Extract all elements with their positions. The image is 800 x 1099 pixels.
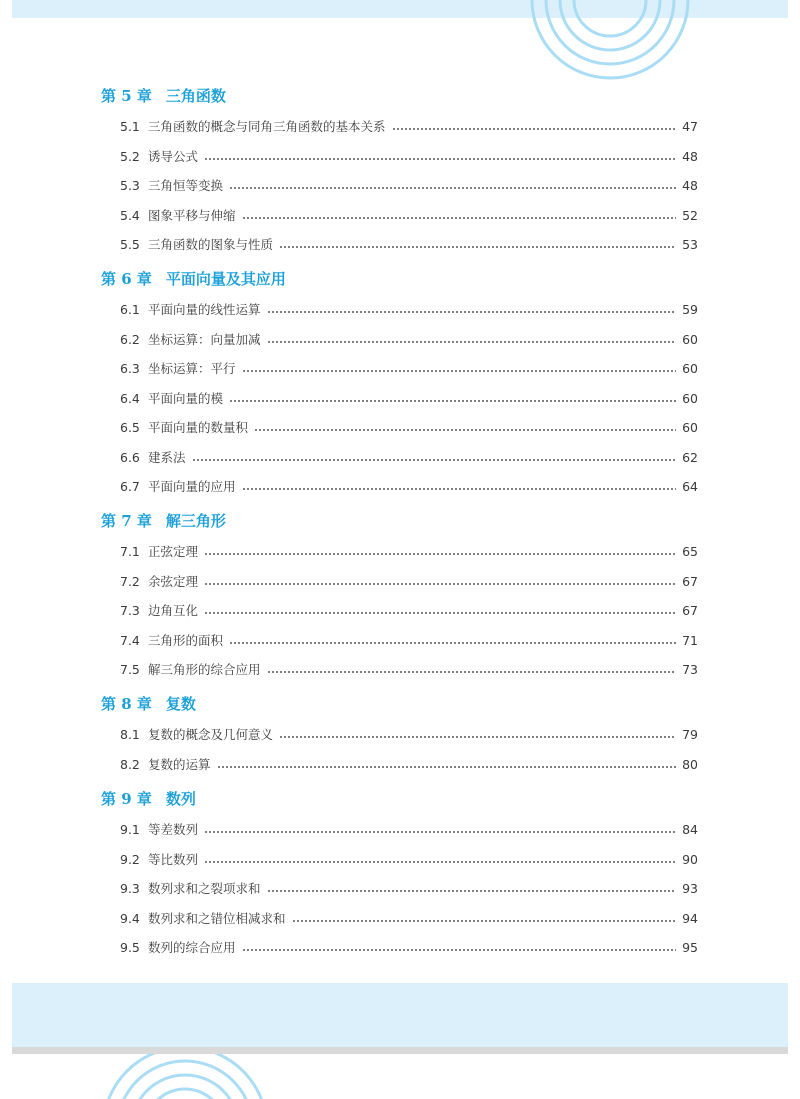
page-number: 60 <box>682 420 698 435</box>
section-title: 边角互化 <box>148 603 199 618</box>
page-number: 60 <box>682 331 698 347</box>
toc-entry[interactable] <box>120 117 698 137</box>
section-number: 5.3 <box>120 178 140 193</box>
dot-leader <box>242 949 677 951</box>
section-number: 7.2 <box>120 573 140 589</box>
toc-entry[interactable] <box>120 389 698 409</box>
section-title: 等比数列 <box>148 851 199 867</box>
page-number: 62 <box>682 449 698 465</box>
page-number: 64 <box>682 479 698 494</box>
dot-leader <box>229 642 676 644</box>
dot-leader <box>242 217 677 219</box>
section-title: 余弦定理 <box>148 573 199 589</box>
toc-entry[interactable] <box>120 850 698 870</box>
dot-leader <box>204 158 676 160</box>
section-title: 三角形的面积 <box>148 632 224 648</box>
chapter-number: 第 7 章 <box>101 512 152 530</box>
chapter-title: 平面向量及其应用 <box>165 270 286 288</box>
dot-leader <box>204 583 676 585</box>
section-number: 7.1 <box>120 544 140 559</box>
section-title: 三角恒等变换 <box>148 178 224 193</box>
section-number: 9.1 <box>120 822 140 837</box>
section-number: 6.3 <box>120 361 140 376</box>
dot-leader <box>204 831 676 833</box>
page-number: 52 <box>682 207 698 223</box>
toc-entry[interactable] <box>120 448 698 468</box>
toc-entry[interactable] <box>120 572 698 592</box>
chapter-heading[interactable] <box>101 511 226 531</box>
page-number: 90 <box>682 851 698 867</box>
dot-leader <box>242 370 677 372</box>
dot-leader <box>279 246 676 248</box>
toc-entry[interactable] <box>120 601 698 621</box>
toc-entry[interactable] <box>120 938 698 958</box>
section-title: 平面向量的数量积 <box>148 420 249 435</box>
section-number: 6.7 <box>120 479 140 494</box>
toc-entry[interactable] <box>120 176 698 196</box>
section-number: 9.3 <box>120 881 140 896</box>
section-number: 7.3 <box>120 603 140 618</box>
dot-leader <box>204 553 676 555</box>
dot-leader <box>267 311 677 313</box>
page-number: 48 <box>682 178 698 193</box>
section-number: 9.5 <box>120 940 140 955</box>
section-number: 9.4 <box>120 910 140 926</box>
section-number: 9.2 <box>120 851 140 867</box>
toc-entry[interactable] <box>120 542 698 562</box>
dot-leader <box>254 429 676 431</box>
section-title: 坐标运算：向量加减 <box>148 331 261 347</box>
section-title: 诱导公式 <box>148 148 199 164</box>
page-number: 71 <box>682 632 698 648</box>
page-number: 60 <box>682 390 698 406</box>
toc-entry[interactable] <box>120 235 698 255</box>
section-number: 8.2 <box>120 756 140 772</box>
page-number: 59 <box>682 302 698 317</box>
toc-entry[interactable] <box>120 755 698 775</box>
toc-entry[interactable] <box>120 206 698 226</box>
page-number: 67 <box>682 603 698 618</box>
section-title: 平面向量的线性运算 <box>148 302 261 317</box>
dot-leader <box>267 890 677 892</box>
dot-leader <box>204 612 676 614</box>
section-number: 6.4 <box>120 390 140 406</box>
chapter-number: 第 9 章 <box>101 790 152 808</box>
dot-leader <box>392 128 677 130</box>
dot-leader <box>267 671 677 673</box>
page-number: 94 <box>682 910 698 926</box>
chapter-title: 解三角形 <box>165 512 226 530</box>
section-title: 复数的概念及几何意义 <box>148 727 274 742</box>
page-number: 95 <box>682 940 698 955</box>
toc-entry[interactable] <box>120 660 698 680</box>
dot-leader <box>229 187 676 189</box>
chapter-heading[interactable] <box>101 269 286 289</box>
section-title: 坐标运算：平行 <box>148 361 236 376</box>
section-number: 6.2 <box>120 331 140 347</box>
page-number: 53 <box>682 237 698 252</box>
dot-leader <box>217 766 677 768</box>
page-number: 47 <box>682 119 698 134</box>
page-number: 93 <box>682 881 698 896</box>
chapter-heading[interactable] <box>101 789 196 809</box>
chapter-title: 三角函数 <box>165 87 226 105</box>
section-number: 7.4 <box>120 632 140 648</box>
section-number: 6.6 <box>120 449 140 465</box>
section-title: 数列的综合应用 <box>148 940 236 955</box>
section-number: 7.5 <box>120 662 140 677</box>
section-number: 6.5 <box>120 420 140 435</box>
page-number: 65 <box>682 544 698 559</box>
toc-entry[interactable] <box>120 725 698 745</box>
chapter-heading[interactable] <box>101 86 226 106</box>
section-title: 图象平移与伸缩 <box>148 207 236 223</box>
section-title: 数列求和之裂项求和 <box>148 881 261 896</box>
page-number: 79 <box>682 727 698 742</box>
chapter-heading[interactable] <box>101 694 196 714</box>
dot-leader <box>292 920 677 922</box>
page-number: 67 <box>682 573 698 589</box>
section-title: 三角函数的概念与同角三角函数的基本关系 <box>148 119 386 134</box>
dot-leader <box>229 400 676 402</box>
section-title: 解三角形的综合应用 <box>148 662 261 677</box>
page-number: 80 <box>682 756 698 772</box>
toc-entry[interactable] <box>120 359 698 379</box>
page-number: 73 <box>682 662 698 677</box>
toc-entry[interactable] <box>120 909 698 929</box>
chapter-number: 第 5 章 <box>101 87 152 105</box>
page-number: 60 <box>682 361 698 376</box>
toc-entry[interactable] <box>120 477 698 497</box>
section-title: 建系法 <box>148 449 186 465</box>
section-title: 复数的运算 <box>148 756 211 772</box>
section-title: 正弦定理 <box>148 544 199 559</box>
section-number: 5.4 <box>120 207 140 223</box>
page-number: 48 <box>682 148 698 164</box>
page-number: 84 <box>682 822 698 837</box>
toc-entry[interactable] <box>120 820 698 840</box>
chapter-title: 数列 <box>165 790 196 808</box>
section-title: 数列求和之错位相减求和 <box>148 910 286 926</box>
dot-leader <box>204 861 676 863</box>
section-number: 6.1 <box>120 302 140 317</box>
toc-entry[interactable] <box>120 147 698 167</box>
toc-entry[interactable] <box>120 300 698 320</box>
section-number: 8.1 <box>120 727 140 742</box>
section-number: 5.5 <box>120 237 140 252</box>
dot-leader <box>267 341 677 343</box>
section-number: 5.1 <box>120 119 140 134</box>
toc-entry[interactable] <box>120 330 698 350</box>
chapter-number: 第 8 章 <box>101 695 152 713</box>
toc-entry[interactable] <box>120 879 698 899</box>
section-title: 等差数列 <box>148 822 199 837</box>
chapter-number: 第 6 章 <box>101 270 152 288</box>
toc-entry[interactable] <box>120 418 698 438</box>
section-title: 三角函数的图象与性质 <box>148 237 274 252</box>
section-number: 5.2 <box>120 148 140 164</box>
section-title: 平面向量的应用 <box>148 479 236 494</box>
dot-leader <box>192 459 677 461</box>
dot-leader <box>242 488 677 490</box>
section-title: 平面向量的模 <box>148 390 224 406</box>
toc-entry[interactable] <box>120 631 698 651</box>
dot-leader <box>279 736 676 738</box>
chapter-title: 复数 <box>165 695 196 713</box>
